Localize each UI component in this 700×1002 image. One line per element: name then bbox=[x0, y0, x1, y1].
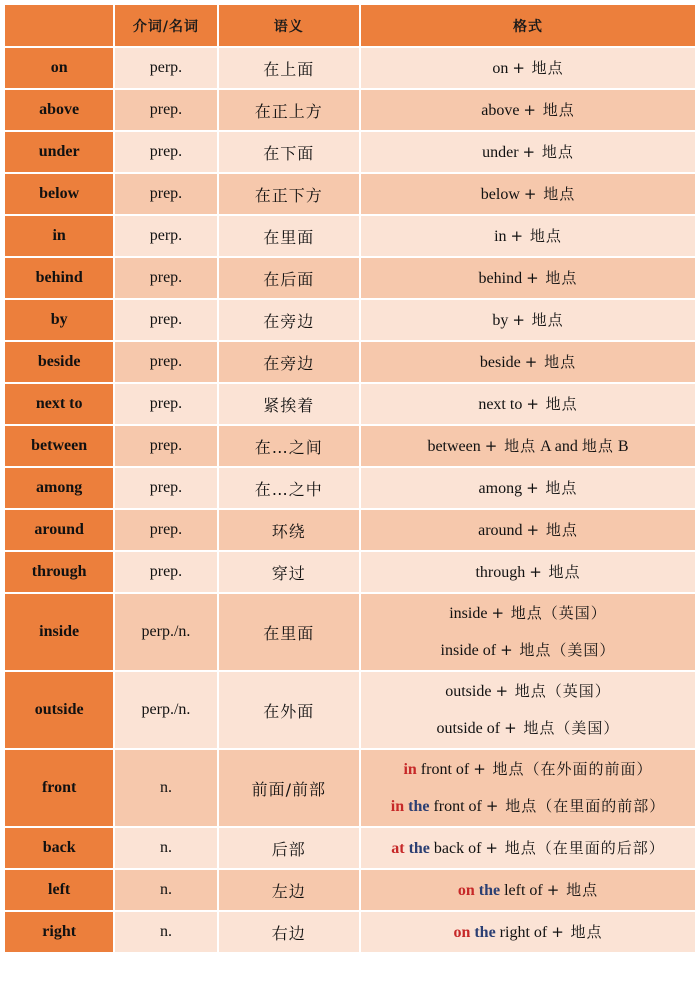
pos-cell: prep. bbox=[115, 174, 216, 214]
format-cell bbox=[361, 216, 695, 256]
table-row bbox=[5, 90, 695, 130]
meaning-cell: 环绕 bbox=[219, 510, 359, 550]
format-english-2: A and bbox=[536, 437, 582, 455]
format-english: front of bbox=[429, 798, 482, 815]
header-format: 格式 bbox=[361, 5, 695, 46]
meaning-cell: 在后面 bbox=[219, 258, 359, 298]
format-line bbox=[365, 218, 691, 255]
table-row bbox=[5, 216, 695, 256]
format-line bbox=[365, 134, 691, 171]
format-english: inside of bbox=[440, 642, 497, 659]
word-cell: among bbox=[5, 468, 113, 508]
format-line bbox=[365, 386, 691, 423]
word-cell: left bbox=[5, 870, 113, 910]
format-line bbox=[365, 512, 691, 549]
format-cell bbox=[361, 672, 695, 748]
format-cell bbox=[361, 510, 695, 550]
word-cell: between bbox=[5, 426, 113, 466]
table-row bbox=[5, 300, 695, 340]
format-chinese-2: 地点 bbox=[581, 436, 614, 455]
format-cell bbox=[361, 594, 695, 670]
table-row bbox=[5, 828, 695, 868]
format-line bbox=[365, 302, 691, 339]
meaning-cell: 在下面 bbox=[219, 132, 359, 172]
format-english: right of bbox=[495, 923, 548, 941]
table-row bbox=[5, 912, 695, 952]
format-english: left of bbox=[500, 881, 543, 899]
meaning-cell: 在外面 bbox=[219, 672, 359, 748]
word-cell: right bbox=[5, 912, 113, 952]
format-cell bbox=[361, 912, 695, 952]
word-cell: behind bbox=[5, 258, 113, 298]
meaning-cell: 在旁边 bbox=[219, 300, 359, 340]
format-chinese: + 地点 bbox=[484, 436, 537, 455]
format-chinese: + 地点 bbox=[551, 922, 603, 941]
format-english: between bbox=[427, 437, 481, 455]
format-chinese: + 地点（在里面的前部） bbox=[485, 797, 666, 815]
word-cell: beside bbox=[5, 342, 113, 382]
format-line bbox=[365, 344, 691, 381]
word-cell: through bbox=[5, 552, 113, 592]
format-cell bbox=[361, 552, 695, 592]
blue-article: the bbox=[404, 839, 430, 857]
pos-cell: prep. bbox=[115, 132, 216, 172]
word-cell: in bbox=[5, 216, 113, 256]
blue-article: the bbox=[470, 923, 496, 941]
format-chinese: + 地点 bbox=[522, 142, 574, 161]
format-english: above bbox=[481, 101, 520, 119]
format-english: inside bbox=[449, 605, 488, 622]
format-line bbox=[365, 50, 691, 87]
pos-cell: perp. bbox=[115, 216, 216, 256]
table-row bbox=[5, 426, 695, 466]
format-english: among bbox=[478, 479, 523, 497]
format-line bbox=[365, 830, 691, 867]
red-keyword: on bbox=[453, 923, 471, 941]
format-line bbox=[365, 595, 691, 632]
format-english-3: B bbox=[613, 437, 629, 455]
meaning-cell: 左边 bbox=[219, 870, 359, 910]
format-line bbox=[365, 470, 691, 507]
meaning-cell: 紧挨着 bbox=[219, 384, 359, 424]
format-line bbox=[365, 751, 691, 788]
pos-cell: prep. bbox=[115, 342, 216, 382]
header-row bbox=[5, 5, 695, 46]
format-cell bbox=[361, 300, 695, 340]
meaning-cell: 在正上方 bbox=[219, 90, 359, 130]
format-english: back of bbox=[429, 839, 482, 857]
format-cell bbox=[361, 828, 695, 868]
format-cell bbox=[361, 384, 695, 424]
format-line bbox=[365, 872, 691, 909]
meaning-cell: 在正下方 bbox=[219, 174, 359, 214]
format-line bbox=[365, 710, 691, 747]
pos-cell: perp. bbox=[115, 48, 216, 88]
format-chinese: + 地点 bbox=[526, 268, 578, 287]
word-cell: below bbox=[5, 174, 113, 214]
table-row bbox=[5, 342, 695, 382]
format-english: by bbox=[492, 311, 509, 329]
meaning-cell: 右边 bbox=[219, 912, 359, 952]
format-english: outside bbox=[445, 683, 492, 700]
format-line bbox=[365, 914, 691, 951]
pos-cell: prep. bbox=[115, 300, 216, 340]
word-cell: by bbox=[5, 300, 113, 340]
format-cell bbox=[361, 258, 695, 298]
pos-cell: prep. bbox=[115, 552, 216, 592]
table-body bbox=[5, 48, 695, 952]
red-keyword: at bbox=[391, 839, 405, 857]
format-chinese: + 地点 bbox=[526, 520, 578, 539]
format-cell bbox=[361, 174, 695, 214]
meaning-cell: 在里面 bbox=[219, 594, 359, 670]
format-cell bbox=[361, 132, 695, 172]
pos-cell: n. bbox=[115, 828, 216, 868]
format-cell bbox=[361, 90, 695, 130]
format-chinese: + 地点 bbox=[526, 478, 578, 497]
format-cell bbox=[361, 342, 695, 382]
format-cell bbox=[361, 870, 695, 910]
format-chinese: + 地点（在里面的后部） bbox=[485, 838, 665, 857]
red-keyword: in bbox=[403, 761, 417, 778]
meaning-cell: 后部 bbox=[219, 828, 359, 868]
format-cell bbox=[361, 426, 695, 466]
meaning-cell: 在…之间 bbox=[219, 426, 359, 466]
format-line bbox=[365, 176, 691, 213]
format-chinese: + 地点（英国） bbox=[495, 682, 611, 700]
format-line bbox=[365, 428, 691, 465]
table-row bbox=[5, 468, 695, 508]
table-row bbox=[5, 870, 695, 910]
format-english: in bbox=[494, 227, 507, 245]
format-english: outside of bbox=[436, 720, 501, 737]
format-cell bbox=[361, 48, 695, 88]
format-chinese: + 地点 bbox=[512, 310, 564, 329]
format-line bbox=[365, 554, 691, 591]
format-english: below bbox=[480, 185, 520, 203]
format-chinese: + 地点 bbox=[510, 226, 562, 245]
word-cell: inside bbox=[5, 594, 113, 670]
format-chinese: + 地点（在外面的前面） bbox=[473, 760, 653, 778]
format-chinese: + 地点（美国） bbox=[500, 641, 616, 659]
pos-cell: prep. bbox=[115, 426, 216, 466]
header-word bbox=[5, 5, 113, 46]
format-cell bbox=[361, 468, 695, 508]
format-chinese: + 地点 bbox=[512, 58, 564, 77]
meaning-cell: 前面/前部 bbox=[219, 750, 359, 826]
format-english: around bbox=[478, 521, 523, 539]
format-english: through bbox=[475, 563, 526, 581]
table-row bbox=[5, 258, 695, 298]
format-line bbox=[365, 260, 691, 297]
format-english: on bbox=[492, 59, 509, 77]
table-row bbox=[5, 750, 695, 826]
format-line bbox=[365, 92, 691, 129]
format-chinese: + 地点 bbox=[523, 184, 576, 203]
word-cell: on bbox=[5, 48, 113, 88]
table-row bbox=[5, 672, 695, 748]
table-row bbox=[5, 510, 695, 550]
word-cell: around bbox=[5, 510, 113, 550]
format-chinese: + 地点 bbox=[526, 394, 578, 413]
meaning-cell: 在里面 bbox=[219, 216, 359, 256]
format-chinese: + 地点 bbox=[546, 880, 599, 899]
table-row bbox=[5, 384, 695, 424]
format-line bbox=[365, 788, 691, 825]
format-english: front of bbox=[416, 761, 470, 778]
format-english: under bbox=[482, 143, 519, 161]
word-cell: front bbox=[5, 750, 113, 826]
table-row bbox=[5, 552, 695, 592]
format-chinese: + 地点 bbox=[523, 100, 575, 119]
format-line bbox=[365, 673, 691, 710]
table-row bbox=[5, 132, 695, 172]
format-cell bbox=[361, 750, 695, 826]
header-pos: 介词/名词 bbox=[115, 5, 216, 46]
meaning-cell: 穿过 bbox=[219, 552, 359, 592]
meaning-cell: 在…之中 bbox=[219, 468, 359, 508]
format-chinese: + 地点（英国） bbox=[491, 604, 607, 622]
format-chinese: + 地点 bbox=[529, 562, 581, 581]
pos-cell: n. bbox=[115, 750, 216, 826]
blue-article: the bbox=[404, 798, 430, 815]
pos-cell: prep. bbox=[115, 510, 216, 550]
pos-cell: prep. bbox=[115, 90, 216, 130]
pos-cell: n. bbox=[115, 870, 216, 910]
format-english: behind bbox=[478, 269, 523, 287]
preposition-table bbox=[3, 3, 697, 954]
table-row bbox=[5, 594, 695, 670]
red-keyword: on bbox=[457, 881, 475, 899]
red-keyword: in bbox=[390, 798, 405, 815]
meaning-cell: 在旁边 bbox=[219, 342, 359, 382]
format-line bbox=[365, 632, 691, 669]
format-english: beside bbox=[479, 353, 521, 371]
table-row bbox=[5, 48, 695, 88]
pos-cell: prep. bbox=[115, 468, 216, 508]
pos-cell: prep. bbox=[115, 258, 216, 298]
pos-cell: prep. bbox=[115, 384, 216, 424]
word-cell: back bbox=[5, 828, 113, 868]
word-cell: under bbox=[5, 132, 113, 172]
word-cell: outside bbox=[5, 672, 113, 748]
pos-cell: perp./n. bbox=[115, 594, 216, 670]
pos-cell: n. bbox=[115, 912, 216, 952]
word-cell: next to bbox=[5, 384, 113, 424]
format-english: next to bbox=[478, 395, 523, 413]
format-chinese: + 地点 bbox=[524, 352, 577, 371]
blue-article: the bbox=[474, 881, 501, 899]
pos-cell: perp./n. bbox=[115, 672, 216, 748]
word-cell: above bbox=[5, 90, 113, 130]
format-chinese: + 地点（美国） bbox=[504, 719, 620, 737]
header-meaning: 语义 bbox=[219, 5, 359, 46]
meaning-cell: 在上面 bbox=[219, 48, 359, 88]
table-row bbox=[5, 174, 695, 214]
